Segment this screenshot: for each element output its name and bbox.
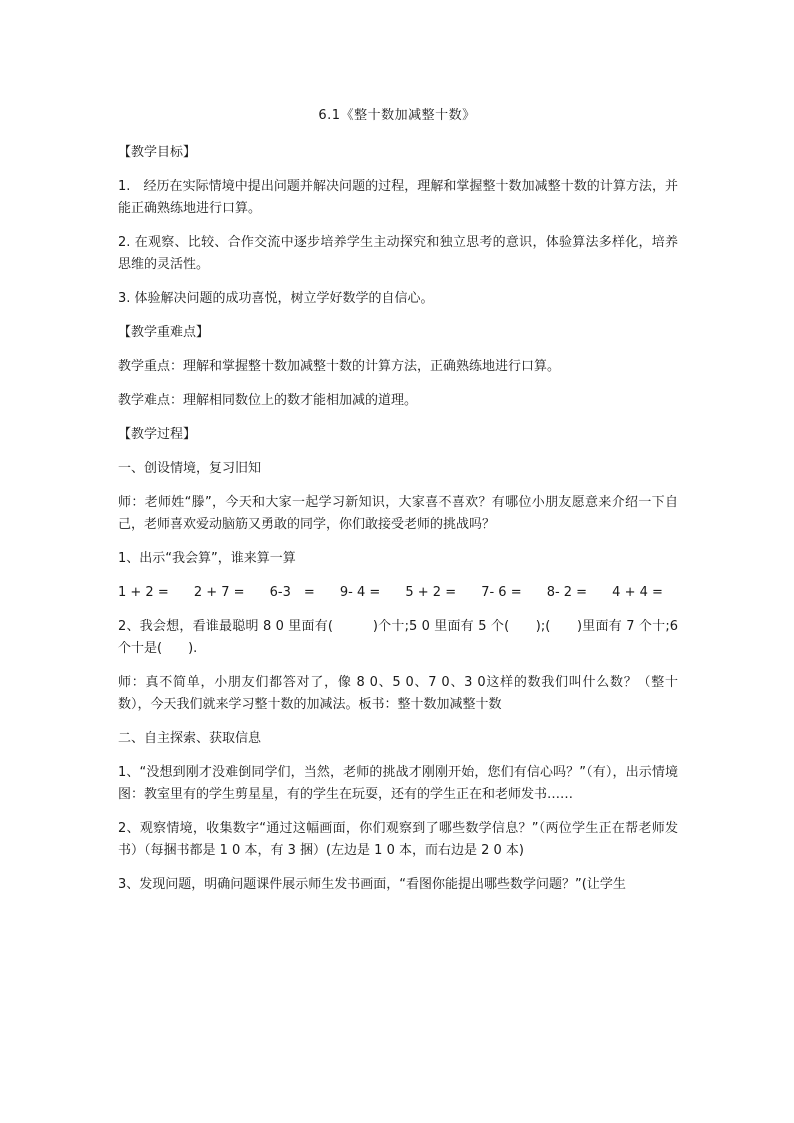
section-2-heading: 二、自主探索、获取信息 bbox=[118, 731, 262, 746]
page-title: 6.1《整十数加减整十数》 bbox=[318, 108, 476, 123]
item-2: 2、我会想，看谁最聪明 8 0 里面有( )个十;5 0 里面有 5 个( );( )里面有 7 个十;6 个十是( ). bbox=[118, 619, 678, 656]
calculation-item: 4 + 4 = bbox=[612, 585, 663, 600]
goal-3: 3. 体验解决问题的成功喜悦，树立学好数学的自信心。 bbox=[118, 291, 434, 306]
explore-1: 1、“没想到刚才没难倒同学们，当然，老师的挑战才刚刚开始，您们有信心吗？”（有），出示情境图：教室里有的学生剪星星，有的学生在玩耍，还有的学生正在和老师发书…… bbox=[118, 765, 678, 802]
explore-2: 2、观察情境，收集数字“通过这幅画面，你们观察到了哪些数学信息？”（两位学生正在帮老师发书）（每捆书都是 1 0 本，有 3 捆）(左边是 1 0 本，而右边是 2 0 本) bbox=[118, 821, 678, 858]
key-heading: 【教学重难点】 bbox=[118, 325, 210, 340]
calculation-item: 7- 6 = bbox=[481, 585, 522, 600]
calculation-item: 2 + 7 = bbox=[193, 585, 245, 600]
calculation-item: 6-3 = bbox=[269, 585, 315, 600]
key-point: 教学重点：理解和掌握整十数加减整十数的计算方法，正确熟练地进行口算。 bbox=[118, 359, 561, 374]
section-1-heading: 一、创设情境，复习旧知 bbox=[118, 461, 262, 476]
item-1: 1、出示“我会算”，谁来算一算 bbox=[118, 551, 296, 566]
calculation-item: 9- 4 = bbox=[339, 585, 381, 600]
document-body bbox=[118, 142, 678, 908]
goal-2: 2. 在观察、比较、合作交流中逐步培养学生主动探究和独立思考的意识，体验算法多样化，培养思维的灵活性。 bbox=[118, 235, 678, 272]
teacher-summary: 师：真不简单，小朋友们都答对了，像 8 0、5 0、7 0、3 0这样的数我们叫什么数？（整十数），今天我们就来学习整十数的加减法。板书：整十数加减整十数 bbox=[118, 675, 678, 712]
explore-3: 3、发现问题，明确问题课件展示师生发书画面，“看图你能提出哪些数学问题？”(让学生 bbox=[118, 877, 626, 892]
goals-heading: 【教学目标】 bbox=[118, 145, 197, 160]
calculation-item: 5 + 2 = bbox=[405, 585, 457, 600]
calculation-item: 8- 2 = bbox=[546, 585, 588, 600]
teacher-intro: 师：老师姓“滕”，今天和大家一起学习新知识，大家喜不喜欢？有哪位小朋友愿意来介绍一下自己，老师喜欢爱动脑筋又勇敢的同学，你们敢接受老师的挑战吗？ bbox=[118, 495, 678, 532]
difficult-point: 教学难点：理解相同数位上的数才能相加减的道理。 bbox=[118, 393, 418, 408]
calculation-row bbox=[118, 582, 663, 604]
goal-1: 1. 经历在实际情境中提出问题并解决问题的过程，理解和掌握整十数加减整十数的计算方法，并能正确熟练地进行口算。 bbox=[118, 179, 678, 216]
process-heading: 【教学过程】 bbox=[118, 427, 197, 442]
calculation-item: 1 + 2 = bbox=[118, 585, 169, 600]
